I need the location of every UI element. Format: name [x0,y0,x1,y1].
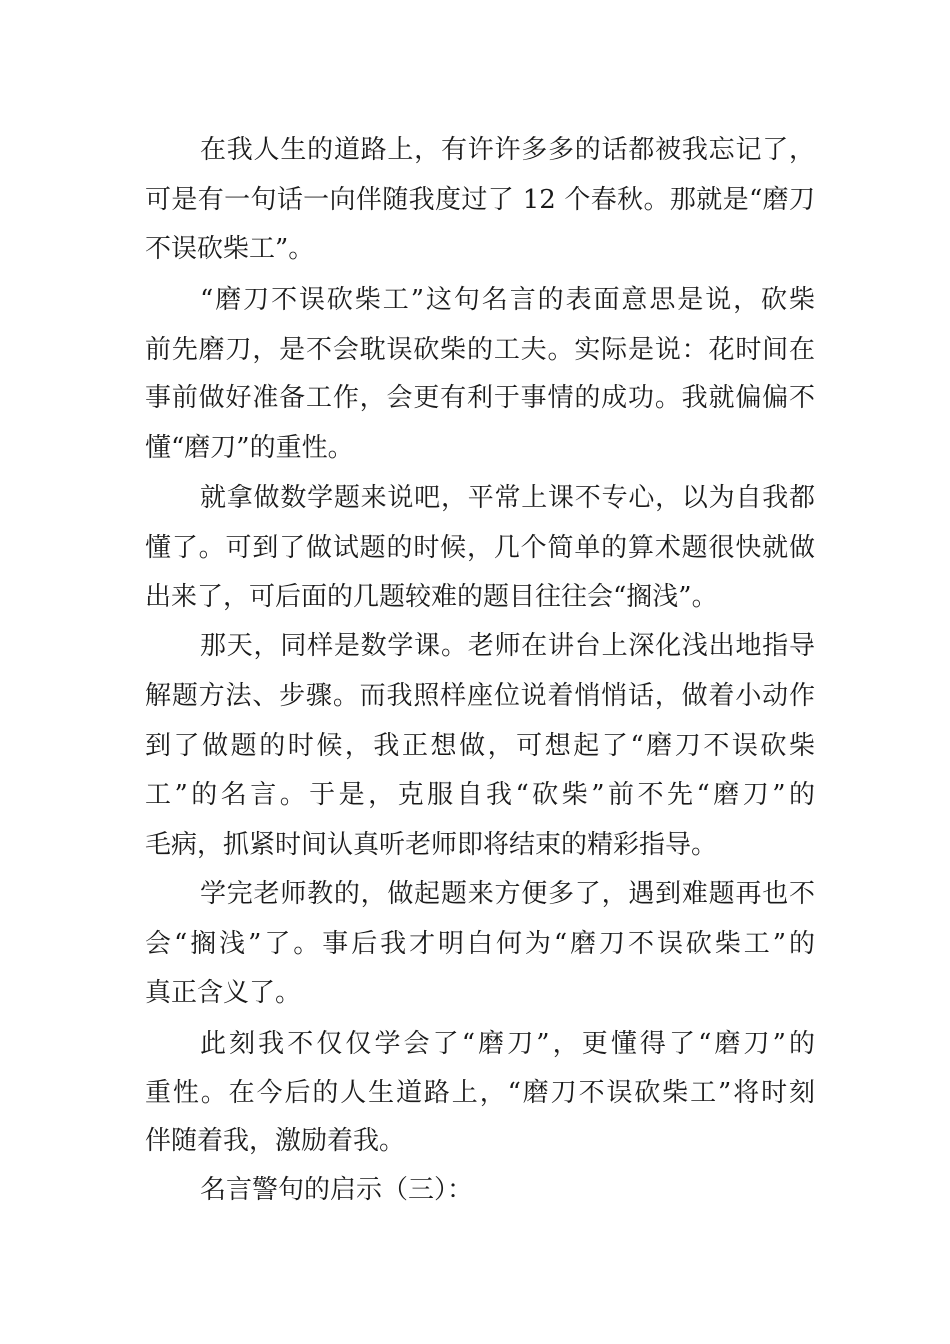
paragraph-1-line-2: 可是有一句话一向伴随我度过了 12 个春秋。那就是“磨刀 [145,185,815,215]
paragraph-3-line-1: 就拿做数学题来说吧，平常上课不专心，以为自我都 [200,483,815,513]
paragraph-4-line-3: 到了做题的时候，我正想做，可想起了“磨刀不误砍柴 [145,731,815,761]
paragraph-2-line-1: “磨刀不误砍柴工”这句名言的表面意思是说，砍柴 [200,285,815,315]
paragraph-6-line-3: 伴随着我，激励着我。 [145,1126,406,1156]
paragraph-1-line-3: 不误砍柴工”。 [145,234,315,264]
paragraph-4-line-1: 那天，同样是数学课。老师在讲台上深化浅出地指导 [200,631,815,661]
paragraph-2-line-3: 事前做好准备工作，会更有利于事情的成功。我就偏偏不 [145,383,815,413]
paragraph-6-line-1: 此刻我不仅仅学会了“磨刀”，更懂得了“磨刀”的 [200,1029,815,1059]
paragraph-5-line-2: 会“搁浅”了。事后我才明白何为“磨刀不误砍柴工”的 [145,929,815,959]
paragraph-4-line-4: 工”的名言。于是，克服自我“砍柴”前不先“磨刀”的 [145,780,815,810]
paragraph-5-line-3: 真正含义了。 [145,978,302,1008]
paragraph-4-line-5: 毛病，抓紧时间认真听老师即将结束的精彩指导。 [145,830,718,860]
paragraph-4-line-2: 解题方法、步骤。而我照样座位说着悄悄话，做着小动作 [145,681,815,711]
paragraph-6-line-2: 重性。在今后的人生道路上，“磨刀不误砍柴工”将时刻 [145,1078,815,1108]
paragraph-3-line-3: 出来了，可后面的几题较难的题目往往会“搁浅”。 [145,582,718,612]
paragraph-1-line-1: 在我人生的道路上，有许许多多的话都被我忘记了， [200,135,815,165]
paragraph-5-line-1: 学完老师教的，做起题来方便多了，遇到难题再也不 [200,879,815,909]
paragraph-2-line-4: 懂“磨刀”的重性。 [145,433,354,463]
paragraph-2-line-2: 前先磨刀，是不会耽误砍柴的工夫。实际是说：花时间在 [145,335,815,365]
section-heading: 名言警句的启示（三）： [200,1175,474,1205]
paragraph-3-line-2: 懂了。可到了做试题的时候，几个简单的算术题很快就做 [145,533,815,563]
